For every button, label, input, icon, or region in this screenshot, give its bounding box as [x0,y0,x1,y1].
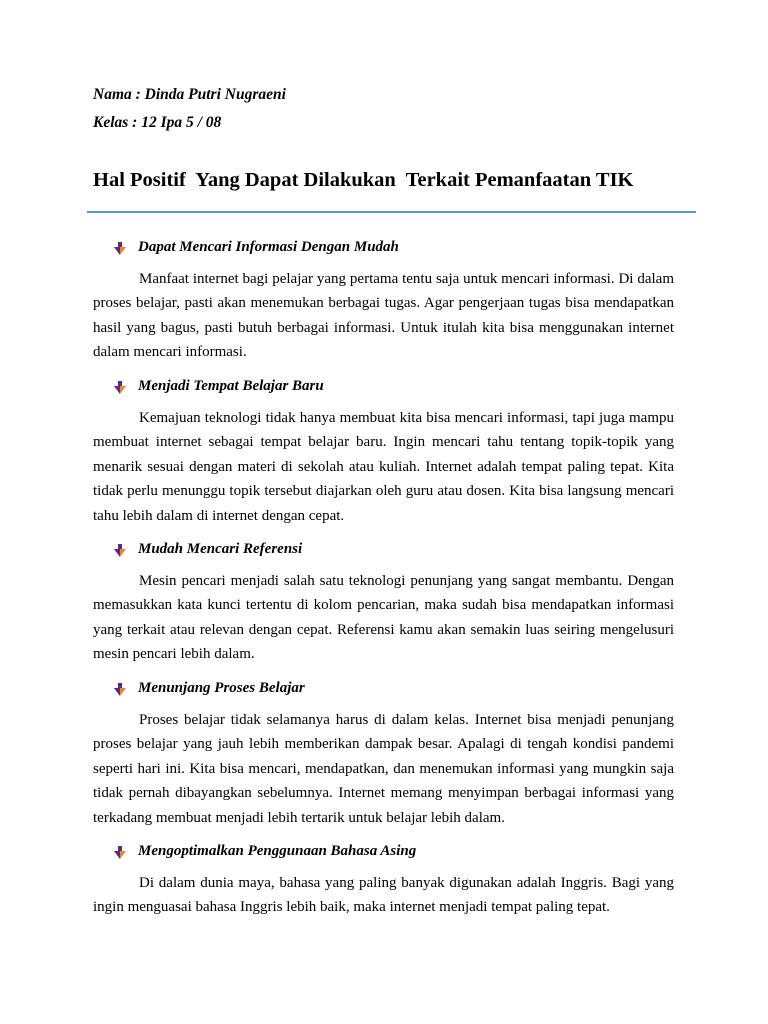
title-underline-rule [87,211,696,213]
section-heading-text: Mudah Mencari Referensi [138,541,303,557]
down-arrow-bullet-icon [114,846,126,859]
section-2 [93,378,674,528]
down-arrow-bullet-icon [114,544,126,557]
down-arrow-bullet-icon [114,381,126,394]
section-heading-text: Menunjang Proses Belajar [138,680,305,696]
section-heading [93,843,674,863]
section-heading [93,541,674,561]
section-3 [93,541,674,667]
section-body-paragraph: Kemajuan teknologi tidak hanya membuat kita bisa mencari informasi, tapi juga mampu membuat internet sebagai tempat belajar baru. Ingin mencari tahu tentang topik-topik yang menarik sesuai dengan materi di sekolah atau kuliah. Internet adalah tempat paling tepat. Kita tidak perlu menunggu topik tersebut diajarkan oleh guru atau dosen. Kita bisa langsung mencari tahu lebih dalam di internet dengan cepat. [93,410,674,524]
section-heading-text: Mengoptimalkan Penggunaan Bahasa Asing [138,843,417,859]
student-class-line: Kelas : 12 Ipa 5 / 08 [93,114,222,131]
section-body-paragraph: Di dalam dunia maya, bahasa yang paling banyak digunakan adalah Inggris. Bagi yang ingin menguasai bahasa Inggris lebih baik, maka internet menjadi tempat paling tepat. [93,875,674,916]
section-heading [93,239,674,259]
section-heading-text: Menjadi Tempat Belajar Baru [138,378,324,394]
section-4 [93,680,674,830]
section-1 [93,239,674,365]
section-5 [93,843,674,920]
section-body-paragraph: Mesin pencari menjadi salah satu teknologi penunjang yang sangat membantu. Dengan memasukkan kata kunci tertentu di kolom pencarian, maka sudah bisa mendapatkan informasi yang terkait atau relevan dengan cepat. Referensi kamu akan semakin luas seiring mengelusuri mesin pencari lebih dalam. [93,573,674,663]
section-body-paragraph: Proses belajar tidak selamanya harus di dalam kelas. Internet bisa menjadi penunjang proses belajar yang jauh lebih memberikan dampak besar. Apalagi di tengah kondisi pandemi seperti hari ini. Kita bisa mencari, mendapatkan, dan menemukan informasi yang mungkin saja tidak pernah dibayangkan sebelumnya. Internet memang menyimpan berbagai informasi yang terkadang membuat menjadi lebih tertarik untuk belajar lebih dalam. [93,712,674,826]
section-heading-text: Dapat Mencari Informasi Dengan Mudah [138,239,399,255]
document-title: Hal Positif Yang Dapat Dilakukan Terkait Pemanfaatan TIK [93,169,634,191]
section-heading [93,378,674,398]
section-heading [93,680,674,700]
section-body-paragraph: Manfaat internet bagi pelajar yang pertama tentu saja untuk mencari informasi. Di dalam proses belajar, pasti akan menemukan berbagai tugas. Agar pengerjaan tugas bisa mendapatkan hasil yang bagus, pasti butuh berbagai informasi. Untuk itulah kita bisa menggunakan internet dalam mencari informasi. [93,271,674,361]
student-name-line: Nama : Dinda Putri Nugraeni [93,86,286,103]
down-arrow-bullet-icon [114,242,126,255]
down-arrow-bullet-icon [114,683,126,696]
